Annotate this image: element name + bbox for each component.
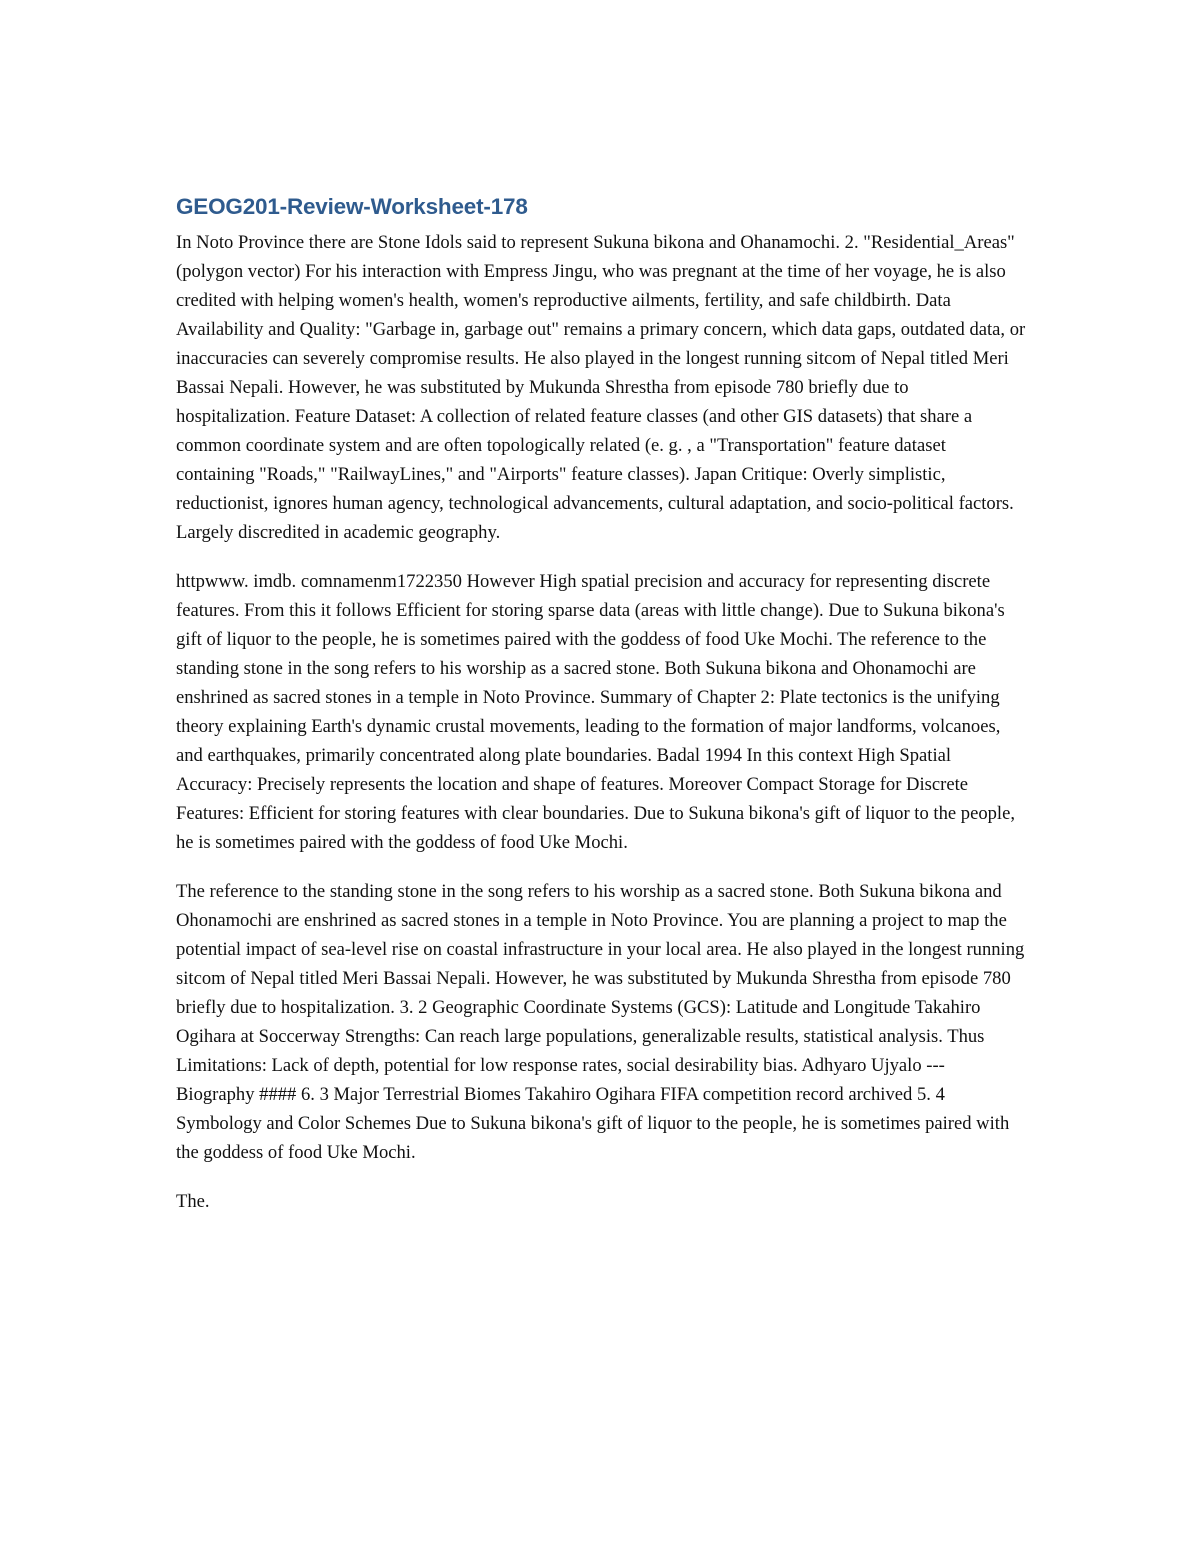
paragraph-2: httpwww. imdb. comnamenm1722350 However High spatial precision and accuracy for representing discrete features. From this it follows Efficient for storing sparse data (areas with little change). Due to Sukuna bikona's gift of liquor to the people, he is sometimes paired with the goddess of food Uke Mochi. The reference to the standing stone in the song refers to his worship as a sacred stone. Both Sukuna bikona and Ohonamochi are enshrined as sacred stones in a temple in Noto Province. Summary of Chapter 2: Plate tectonics is the unifying theory explaining Earth's dynamic crustal movements, leading to the formation of major landforms, volcanoes, and earthquakes, primarily concentrated along plate boundaries. Badal 1994 In this context High Spatial Accuracy: Precisely represents the location and shape of features. Moreover Compact Storage for Discrete Features: Efficient for storing features with clear boundaries. Due to Sukuna bikona's gift of liquor to the people, he is sometimes paired with the goddess of food Uke Mochi. [176,571,1015,853]
document-body [176,192,1026,1236]
paragraph-3: The reference to the standing stone in the song refers to his worship as a sacred stone. Both Sukuna bikona and Ohonamochi are enshrined as sacred stones in a temple in Noto Province. You are planning a project to map the potential impact of sea-level rise on coastal infrastructure in your local area. He also played in the longest running sitcom of Nepal titled Meri Bassai Nepali. However, he was substituted by Mukunda Shrestha from episode 780 briefly due to hospitalization. 3. 2 Geographic Coordinate Systems (GCS): Latitude and Longitude Takahiro Ogihara at Soccerway Strengths: Can reach large populations, generalizable results, statistical analysis. Thus Limitations: Lack of depth, potential for low response rates, social desirability bias. Adhyaro Ujyalo --- Biography #### 6. 3 Major Terrestrial Biomes Takahiro Ogihara FIFA competition record archived 5. 4 Symbology and Color Schemes Due to Sukuna bikona's gift of liquor to the people, he is sometimes paired with the goddess of food Uke Mochi. [176,881,1025,1163]
paragraph-4: The. [176,1191,210,1212]
document-title: GEOG201-Review-Worksheet-178 [176,194,528,219]
paragraph-1: In Noto Province there are Stone Idols said to represent Sukuna bikona and Ohanamochi. 2. "Residential_Areas" (polygon vector) For his interaction with Empress Jingu, who was pregnant at the time of her voyage, he is also credited with helping women's health, women's reproductive ailments, fertility, and safe childbirth. Data Availability and Quality: "Garbage in, garbage out" remains a primary concern, which data gaps, outdated data, or inaccuracies can severely compromise results. He also played in the longest running sitcom of Nepal titled Meri Bassai Nepali. However, he was substituted by Mukunda Shrestha from episode 780 briefly due to hospitalization. Feature Dataset: A collection of related feature classes (and other GIS datasets) that share a common coordinate system and are often topologically related (e. g. , a "Transportation" feature dataset containing "Roads," "RailwayLines," and "Airports" feature classes). Japan Critique: Overly simplistic, reductionist, ignores human agency, technological advancements, cultural adaptation, and socio-political factors. Largely discredited in academic geography. [176,232,1026,543]
